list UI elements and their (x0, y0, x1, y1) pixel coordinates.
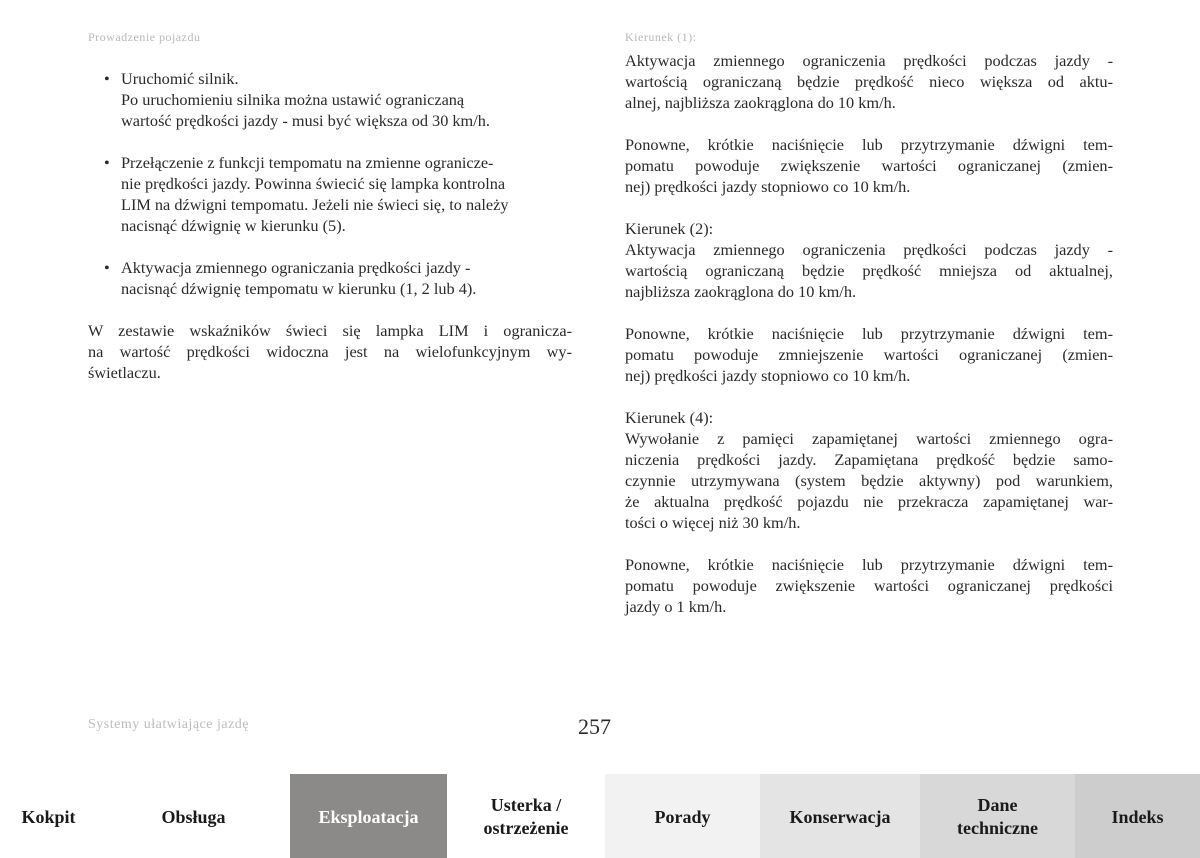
text-line: nacisnąć dźwignię w kierunku (5). (121, 216, 346, 235)
paragraph (625, 407, 1113, 533)
tab-label: ostrzeżenie (483, 818, 569, 838)
left-column (88, 68, 572, 404)
bullet-dot-icon: • (104, 69, 110, 88)
text-line: Ponowne, krótkie naciśnięcie lub przytrzymanie dźwigni tem- (625, 135, 1113, 154)
text-line: jazdy o 1 km/h. (625, 597, 727, 616)
tab-label: Porady (654, 806, 711, 827)
text-line: tości o więcej niż 30 km/h. (625, 513, 801, 532)
tab-indeks[interactable] (1075, 774, 1200, 858)
text-line: Wywołanie z pamięci zapamiętanej wartości zmiennego ogra- (625, 429, 1113, 448)
subheading: Kierunek (2): (625, 219, 714, 238)
page-number: 257 (578, 714, 611, 739)
tab-dane-techniczne[interactable] (920, 774, 1075, 858)
text-line: LIM na dźwigni tempomatu. Jeżeli nie świeci się, to należy (121, 195, 509, 214)
text-line: na wartość prędkości widoczna jest na wielofunkcyjnym wy- (88, 342, 572, 361)
text-line: pomatu powoduje zwiększenie wartości ograniczanej (zmien- (625, 156, 1113, 175)
running-header-right: Kierunek (1): (625, 30, 697, 44)
running-header-left: Prowadzenie pojazdu (88, 30, 201, 44)
bullet-item (88, 152, 572, 236)
tab-label: Dane (977, 795, 1018, 815)
paragraph (625, 323, 1113, 386)
text-line: W zestawie wskaźników świeci się lampka LIM i ogranicza- (88, 321, 572, 340)
tab-usterka-ostrzezenie[interactable] (447, 774, 605, 858)
bullet-dot-icon: • (104, 258, 110, 277)
tab-kokpit[interactable] (0, 774, 97, 858)
text-line: świetlaczu. (88, 363, 161, 382)
text-line: wartością ograniczaną będzie prędkość nieco większa od aktu- (625, 72, 1113, 91)
tab-label: Usterka / (490, 795, 562, 815)
text-line: Ponowne, krótkie naciśnięcie lub przytrzymanie dźwigni tem- (625, 324, 1113, 343)
text-line: Aktywacja zmiennego ograniczenia prędkości podczas jazdy - (625, 51, 1113, 70)
chapter-tab-bar (0, 774, 1200, 858)
tab-label: Obsługa (161, 806, 226, 827)
tab-porady[interactable] (605, 774, 760, 858)
tab-label: Konserwacja (789, 806, 891, 827)
text-line: że aktualna prędkość pojazdu nie przekracza zapamiętanej war- (625, 492, 1113, 511)
paragraph (625, 50, 1113, 113)
paragraph (625, 134, 1113, 197)
tab-konserwacja[interactable] (760, 774, 920, 858)
paragraph (88, 320, 572, 383)
text-line: Aktywacja zmiennego ograniczenia prędkości podczas jazdy - (625, 240, 1113, 259)
tab-label: techniczne (957, 818, 1038, 838)
text-line: nej) prędkości jazdy stopniowo co 10 km/h. (625, 177, 911, 196)
section-title: Systemy ułatwiające jazdę (88, 717, 249, 732)
bullet-dot-icon: • (104, 153, 110, 172)
text-line: pomatu powoduje zwiększenie wartości ograniczanej prędkości (625, 576, 1113, 595)
text-line: wartość prędkości jazdy - musi być większa od 30 km/h. (121, 111, 490, 130)
subheading: Kierunek (4): (625, 408, 714, 427)
paragraph (625, 554, 1113, 617)
text-line: alnej, najbliższa zaokrąglona do 10 km/h. (625, 93, 896, 112)
tab-label: Indeks (1111, 806, 1164, 827)
tab-label: Kokpit (21, 806, 76, 827)
text-line: pomatu powoduje zmniejszenie wartości ograniczanej (zmien- (625, 345, 1113, 364)
tab-eksploatacja[interactable] (290, 774, 447, 858)
text-line: Po uruchomieniu silnika można ustawić ograniczaną (121, 90, 465, 109)
tab-obsluga[interactable] (97, 774, 290, 858)
text-line: nej) prędkości jazdy stopniowo co 10 km/h. (625, 366, 911, 385)
text-line: niczenia prędkości jazdy. Zapamiętana prędkość będzie samo- (625, 450, 1113, 469)
text-line: Ponowne, krótkie naciśnięcie lub przytrzymanie dźwigni tem- (625, 555, 1113, 574)
text-line: najbliższa zaokrąglona do 10 km/h. (625, 282, 857, 301)
text-line: czynnie utrzymywana (system będzie aktywny) pod warunkiem, (625, 471, 1113, 490)
text-line: nacisnąć dźwignię tempomatu w kierunku (1, 2 lub 4). (121, 279, 477, 298)
paragraph (625, 218, 1113, 302)
bullet-item (88, 257, 572, 299)
bullet-item (88, 68, 572, 131)
text-line: Przełączenie z funkcji tempomatu na zmienne ogranicze- (121, 153, 494, 172)
text-line: wartością ograniczaną będzie prędkość mniejsza od aktualnej, (625, 261, 1113, 280)
text-line: Uruchomić silnik. (121, 69, 239, 88)
tab-label: Eksploatacja (318, 806, 419, 827)
text-line: nie prędkości jazdy. Powinna świecić się lampka kontrolna (121, 174, 506, 193)
text-line: Aktywacja zmiennego ograniczania prędkości jazdy - (121, 258, 471, 277)
right-column (625, 50, 1113, 638)
